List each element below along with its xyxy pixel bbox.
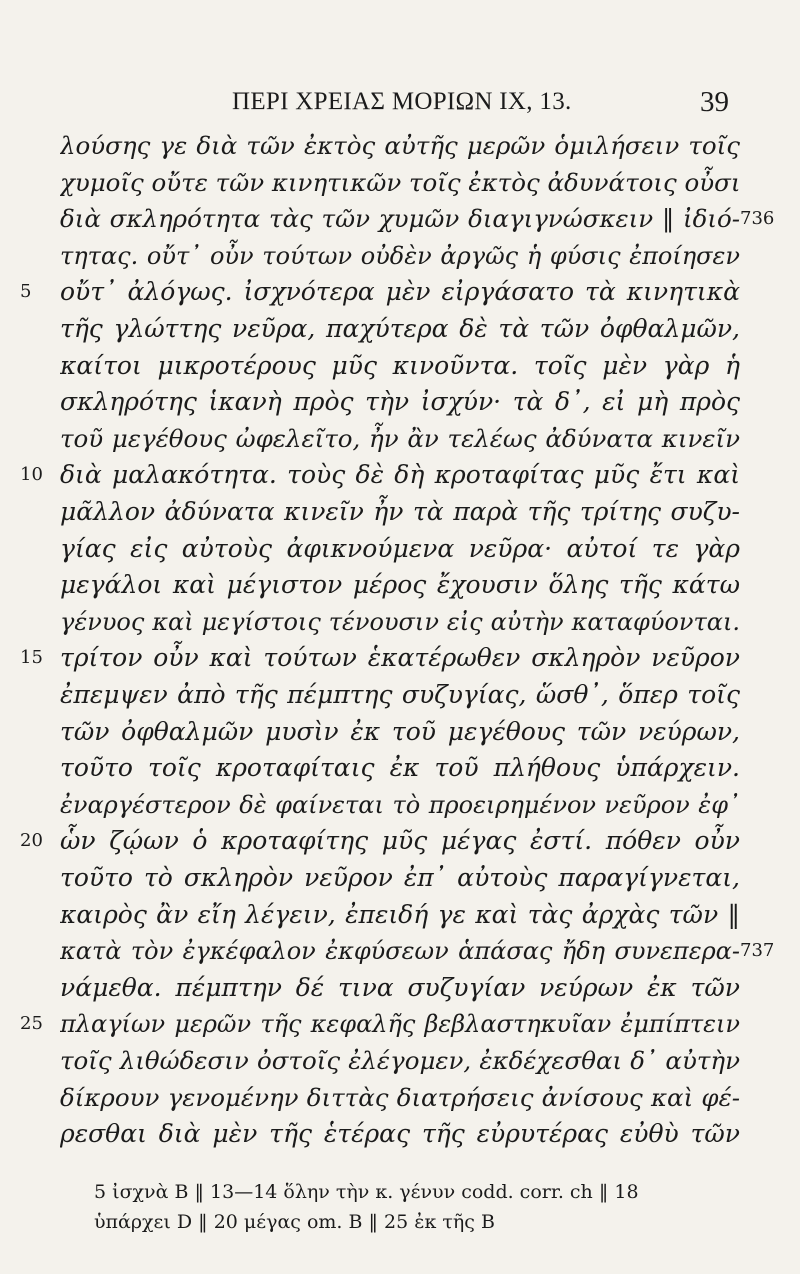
running-title: ΠΕΡΙ ΧΡΕΙΑΣ ΜΟΡΙΩΝ IX, 13.: [232, 88, 572, 115]
line-text: τητας. οὔτ᾽ οὖν τούτων οὐδὲν ἀργῶς ἡ φύσις ἐποίησεν: [60, 241, 740, 270]
margin-page-ref: 737: [740, 940, 775, 962]
line-text: τοῖς λιθώδεσιν ὀστοῖς ἐλέγομεν, ἐκδέχεσθαι δ᾽ αὐτὴν: [60, 1046, 740, 1075]
footnote-line: ὑπάρχει D ‖ 20 μέγας om. B ‖ 25 ἐκ τῆς B: [94, 1211, 495, 1233]
text-line: [0, 1116, 800, 1160]
line-text: τοῦτο τὸ σκληρὸν νεῦρον ἐπ᾽ αὐτοὺς παραγίγνεται,: [60, 863, 740, 892]
line-text: τῆς γλώττης νεῦρα, παχύτερα δὲ τὰ τῶν ὀφθαλμῶν,: [60, 314, 740, 343]
line-number: 5: [20, 281, 32, 303]
line-text: σκληρότης ἱκανὴ πρὸς τὴν ἰσχύν· τὰ δ᾽, εἰ μὴ πρὸς: [60, 387, 740, 417]
line-text: ἐπεμψεν ἀπὸ τῆς πέμπτης συζυγίας, ὥσθ᾽, ὅπερ τοῖς: [60, 680, 740, 709]
line-text: διὰ μαλακότητα. τοὺς δὲ δὴ κροταφίτας μῦς ἔτι καὶ: [60, 460, 740, 490]
line-text: λούσης γε διὰ τῶν ἐκτὸς αὐτῆς μερῶν ὁμιλήσειν τοῖς: [60, 131, 740, 160]
line-text: γίας εἰς αὐτοὺς ἀφικνούμενα νεῦρα· αὐτοί τε γὰρ: [60, 533, 740, 563]
line-text: χυμοῖς οὔτε τῶν κινητικῶν τοῖς ἐκτὸς ἀδυνάτοις οὖσι: [60, 167, 740, 197]
line-text: δίκρουν γενομένην διττὰς διατρήσεις ἀνίσους καὶ φέ-: [60, 1082, 740, 1112]
line-text: τῶν ὀφθαλμῶν μυσὶν ἐκ τοῦ μεγέθους τῶν νεύρων,: [60, 716, 740, 746]
line-text: μεγάλοι καὶ μέγιστον μέρος ἔχουσιν ὅλης τῆς κάτω: [60, 570, 740, 600]
line-text: ἐναργέστερον δὲ φαίνεται τὸ προειρημένον νεῦρον ἐφ᾽: [60, 790, 740, 819]
line-text: μᾶλλον ἀδύνατα κινεῖν ἦν τὰ παρὰ τῆς τρίτης συζυ-: [60, 497, 740, 526]
line-text: τρίτον οὖν καὶ τούτων ἑκατέρωθεν σκληρὸν νεῦρον: [60, 643, 740, 673]
footnote-line: 5 ἰσχνὰ B ‖ 13—14 ὅλην τὴν κ. γένυν codd. corr. ch ‖ 18: [94, 1181, 639, 1203]
line-number: 20: [20, 830, 43, 852]
line-text: γένυος καὶ μεγίστοις τένουσιν εἰς αὐτὴν καταφύονται.: [60, 607, 740, 636]
line-text: ρεσθαι διὰ μὲν τῆς ἑτέρας τῆς εὐρυτέρας εὐθὺ τῶν: [60, 1119, 740, 1149]
line-number: 15: [20, 647, 43, 669]
line-text: πλαγίων μερῶν τῆς κεφαλῆς βεβλαστηκυῖαν ἐμπίπτειν: [60, 1010, 740, 1039]
margin-page-ref: 736: [740, 208, 775, 230]
line-number: 10: [20, 464, 43, 486]
line-text: τοῦτο τοῖς κροταφίταις ἐκ τοῦ πλήθους ὑπάρχειν.: [60, 753, 740, 783]
line-text: καίτοι μικροτέρους μῦς κινοῦντα. τοῖς μὲν γὰρ ἡ: [60, 350, 740, 380]
line-text: κατὰ τὸν ἐγκέφαλον ἐκφύσεων ἁπάσας ἤδη συνεπερα-: [60, 937, 740, 966]
line-number: 25: [20, 1013, 43, 1035]
line-text: ὧν ζῴων ὁ κροταφίτης μῦς μέγας ἐστί. πόθεν οὖν: [60, 826, 740, 856]
line-text: τοῦ μεγέθους ὠφελεῖτο, ἦν ἂν τελέως ἀδύνατα κινεῖν: [60, 423, 740, 453]
line-text: οὔτ᾽ ἀλόγως. ἰσχνότερα μὲν εἰργάσατο τὰ κινητικὰ: [60, 277, 740, 307]
line-text: νάμεθα. πέμπτην δέ τινα συζυγίαν νεύρων ἐκ τῶν: [60, 972, 740, 1002]
line-text: διὰ σκληρότητα τὰς τῶν χυμῶν διαγιγνώσκειν ‖ ἰδιό-: [60, 204, 740, 234]
page-number: 39: [700, 86, 729, 118]
running-head: [0, 88, 800, 118]
line-text: καιρὸς ἂν εἴη λέγειν, ἐπειδή γε καὶ τὰς ἀρχὰς τῶν ‖: [60, 899, 740, 929]
